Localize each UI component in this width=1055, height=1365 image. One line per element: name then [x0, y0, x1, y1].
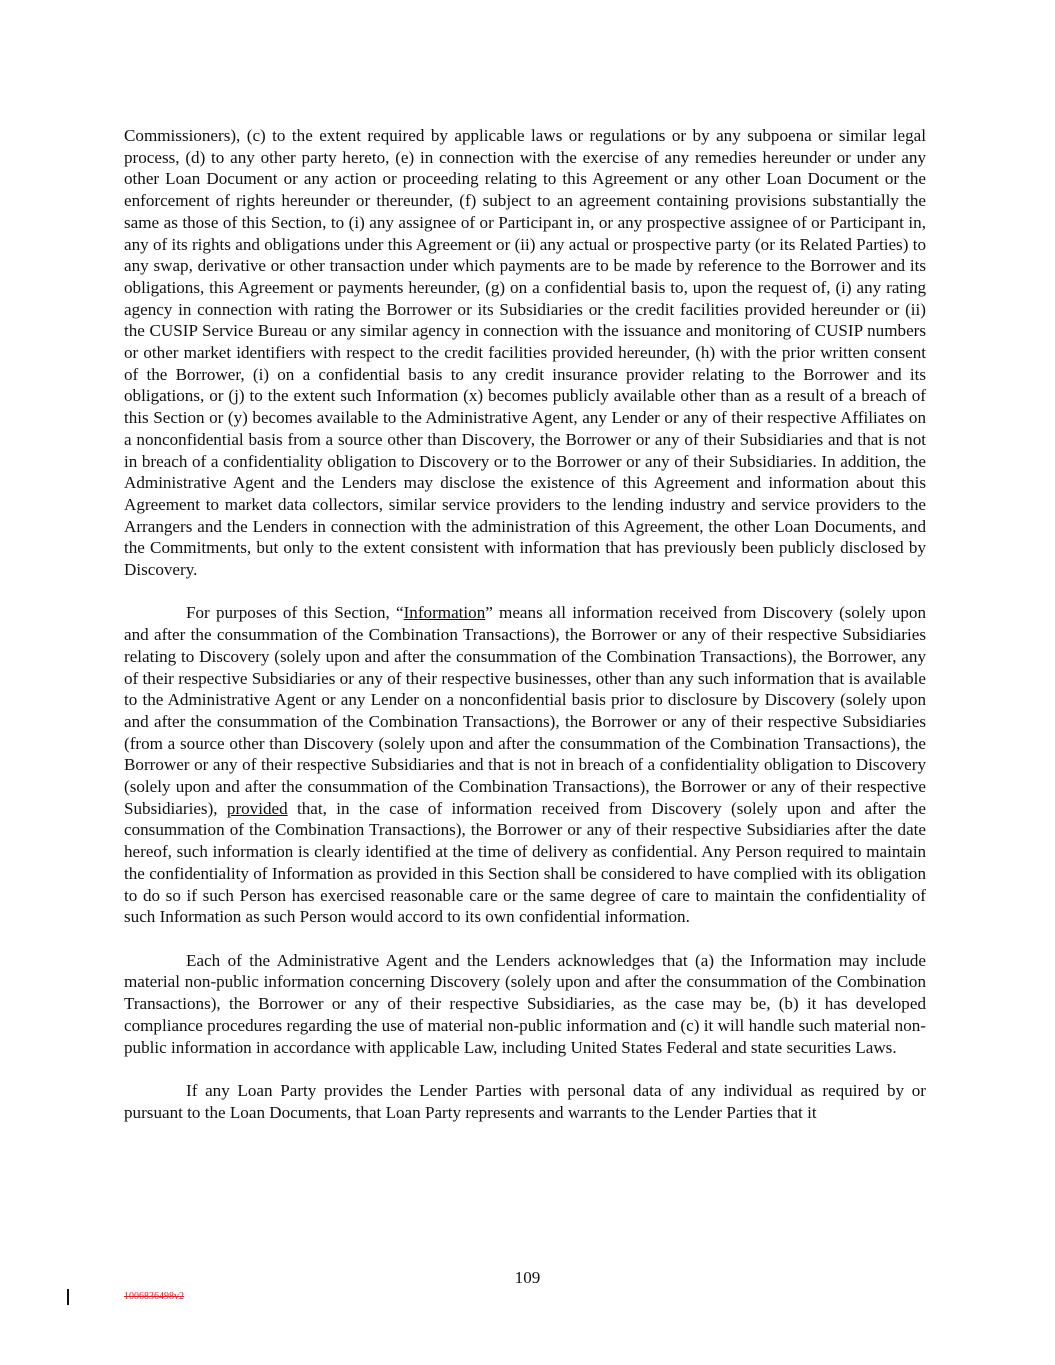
- paragraph-personal-data: If any Loan Party provides the Lender Parties with personal data of any individual as required by or pursuant to the Loan Documents, that Loan Party represents and warrants to the Lender Parties that it: [124, 1080, 926, 1122]
- paragraph-confidentiality-exceptions: Commissioners), (c) to the extent required by applicable laws or regulations or by any subpoena or similar legal process, (d) to any other party hereto, (e) in connection with the exercise of any remedies hereunder or under any other Loan Document or any action or proceeding relating to this Agreement or any other Loan Document or the enforcement of rights hereunder or thereunder, (f) subject to an agreement containing provisions substantially the same as those of this Section, to (i) any assignee of or Participant in, or any prospective assignee of or Participant in, any of its rights and obligations under this Agreement or (ii) any actual or prospective party (or its Related Parties) to any swap, derivative or other transaction under which payments are to be made by reference to the Borrower and its obligations, this Agreement or payments hereunder, (g) on a confidential basis to, upon the request of, (i) any rating agency in connection with rating the Borrower or its Subsidiaries or the credit facilities provided hereunder or (ii) the CUSIP Service Bureau or any similar agency in connection with the issuance and monitoring of CUSIP numbers or other market identifiers with respect to the credit facilities provided hereunder, (h) with the prior written consent of the Borrower, (i) on a confidential basis to any credit insurance provider relating to the Borrower and its obligations, or (j) to the extent such Information (x) becomes publicly available other than as a result of a breach of this Section or (y) becomes available to the Administrative Agent, any Lender or any of their respective Affiliates on a nonconfidential basis from a source other than Discovery, the Borrower or any of their Subsidiaries and that is not in breach of a confidentiality obligation to Discovery or to the Borrower or any of their Subsidiaries. In addition, the Administrative Agent and the Lenders may disclose the existence of this Agreement and information about this Agreement to market data collectors, similar service providers to the lending industry and service providers to the Arrangers and the Lenders in connection with the administration of this Agreement, the other Loan Documents, and the Commitments, but only to the extent consistent with information that has previously been publicly disclosed by Discovery.: [124, 126, 926, 580]
- page-number: 109: [514, 1268, 541, 1287]
- defined-term-information: Information: [403, 603, 486, 623]
- paragraph-text: that, in the case of information received from Discovery (solely upon and after the consummation of the Combination Transactions), the Borrower or any of their respective Subsidiaries after the date hereof, such information is clearly identified at the time of delivery as confidential. Any Person required to maintain the confidentiality of Information as provided in this Section shall be considered to have complied with its obligation to do so if such Person has exercised reasonable care or the same degree of care to maintain the confidentiality of such Information as such Person would accord to its own confidential information.: [124, 798, 926, 927]
- paragraph-acknowledgement: Each of the Administrative Agent and the Lenders acknowledges that (a) the Information may include material non-public information concerning Discovery (solely upon and after the consummation of the Combination Transactions), the Borrower or any of their respective Subsidiaries, as the case may be, (b) it has developed compliance procedures regarding the use of material non-public information and (c) it will handle such material non-public information in accordance with applicable Law, including United States Federal and state securities Laws.: [124, 950, 926, 1057]
- page-body: [124, 125, 926, 1123]
- paragraph-text: For purposes of this Section, “: [186, 603, 404, 623]
- document-id: 1006836498v2: [124, 1291, 184, 1302]
- paragraph-text: ” means all information received from Discovery (solely upon and after the consummation of the Combination Transactions), the Borrower or any of their respective Subsidiaries relating to Discovery (solely upon and after the consummation of the Combination Transactions), the Borrower, any of their respective Subsidiaries or any of their respective businesses, other than any such information that is available to the Administrative Agent or any Lender on a nonconfidential basis prior to disclosure by Discovery (solely upon and after the consummation of the Combination Transactions), the Borrower or any of their respective Subsidiaries (from a source other than Discovery (solely upon and after the consummation of the Combination Transactions), the Borrower or any of their respective Subsidiaries and that is not in breach of a confidentiality obligation to Discovery (solely upon and after the consummation of the Combination Transactions), the Borrower or any of their respective Subsidiaries),: [124, 603, 926, 818]
- revision-change-bar: [67, 1289, 69, 1305]
- paragraph-information-definition: [124, 602, 926, 928]
- proviso-term-provided: provided: [226, 798, 288, 818]
